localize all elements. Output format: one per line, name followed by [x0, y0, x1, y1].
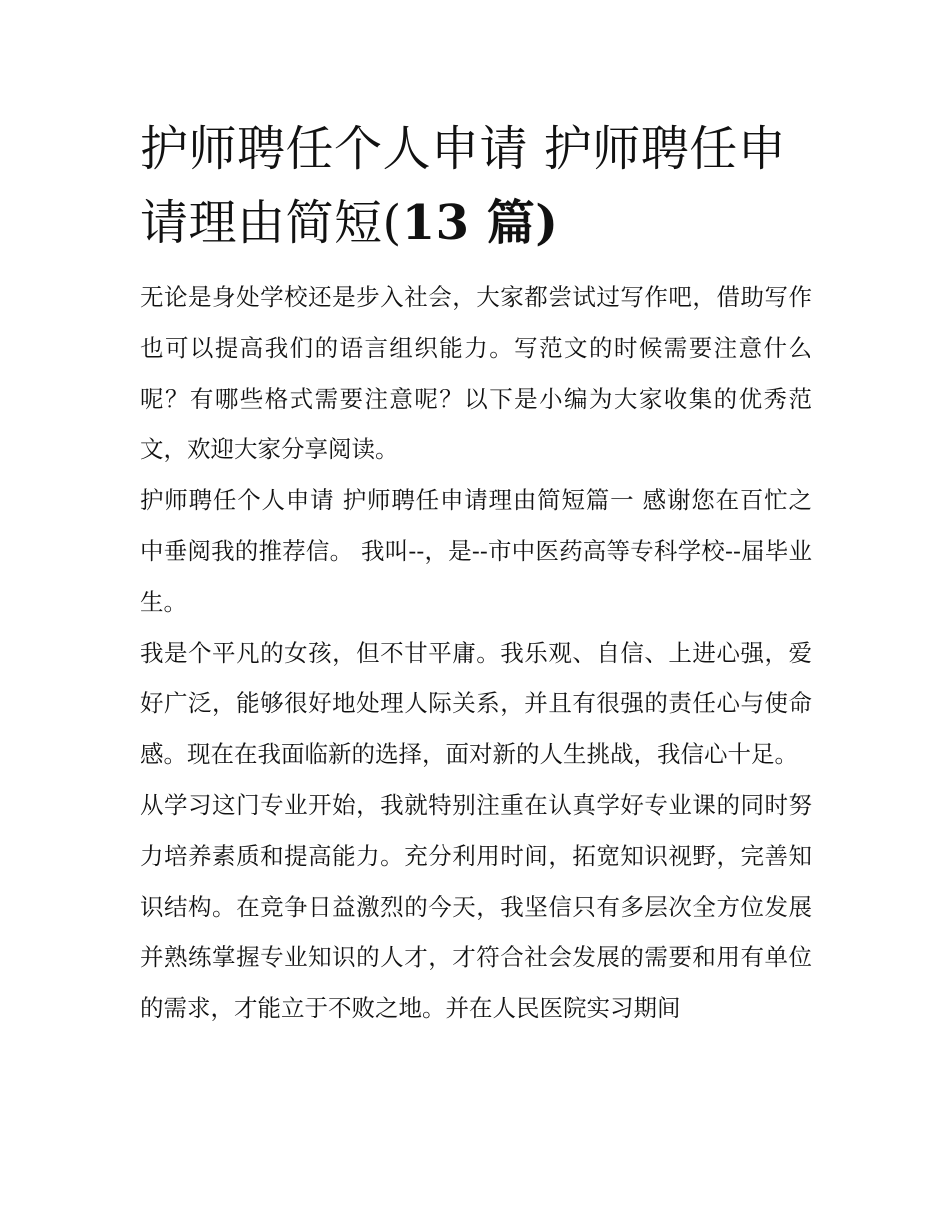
- document-title: [140, 112, 812, 260]
- paragraph-intro: 无论是身处学校还是步入社会，大家都尝试过写作吧，借助写作也可以提高我们的语言组织能力。写范文的时候需要注意什么呢？有哪些格式需要注意呢？以下是小编为大家收集的优秀范文，欢迎大家分享阅读。: [140, 283, 812, 464]
- paragraph-study: 从学习这门专业开始，我就特别注重在认真学好专业课的同时努力培养素质和提高能力。充分利用时间，拓宽知识视野，完善知识结构。在竞争日益激烈的今天，我坚信只有多层次全方位发展并熟练掌握专业知识的人才，才符合社会发展的需要和用有单位的需求，才能立于不败之地。并在人民医院实习期间: [140, 790, 812, 1023]
- title-count: 13: [401, 195, 470, 251]
- document-body: [140, 272, 812, 1034]
- title-text: 护师聘任个人申请 护师聘任申请理由简短(: [140, 121, 787, 251]
- title-suffix: 篇): [469, 195, 559, 251]
- paragraph-recommendation: 护师聘任个人申请 护师聘任申请理由简短篇一 感谢您在百忙之中垂阅我的推荐信。 我叫--，是--市中医药高等专科学校--届毕业生。: [140, 486, 812, 616]
- paragraph-personality: 我是个平凡的女孩，但不甘平庸。我乐观、自信、上进心强，爱好广泛，能够很好地处理人际关系，并且有很强的责任心与使命感。现在在我面临新的选择，面对新的人生挑战，我信心十足。: [140, 638, 812, 769]
- document-page: [140, 112, 812, 1034]
